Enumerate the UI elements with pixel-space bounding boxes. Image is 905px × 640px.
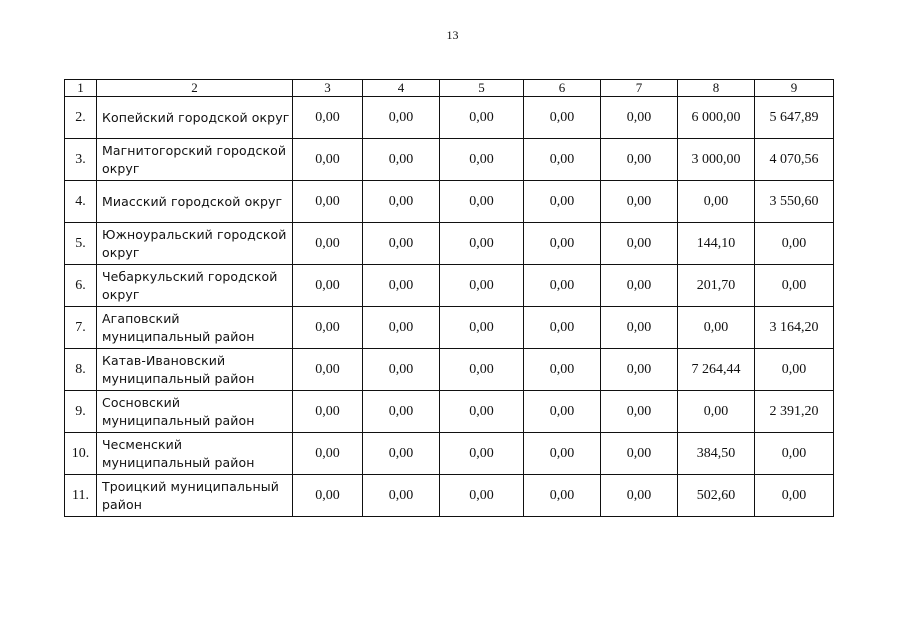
value-cell: 0,00: [293, 349, 363, 391]
value-cell: 0,00: [755, 433, 834, 475]
row-number-cell: 8.: [65, 349, 97, 391]
value-cell: 0,00: [440, 181, 524, 223]
value-cell: 0,00: [524, 97, 601, 139]
value-cell: 0,00: [363, 349, 440, 391]
value-cell: 144,10: [678, 223, 755, 265]
value-cell: 0,00: [524, 265, 601, 307]
row-number-cell: 3.: [65, 139, 97, 181]
value-cell: 0,00: [293, 265, 363, 307]
table-row: [65, 139, 834, 181]
row-number-cell: 2.: [65, 97, 97, 139]
value-cell: 0,00: [601, 433, 678, 475]
row-number-cell: 7.: [65, 307, 97, 349]
value-cell: 4 070,56: [755, 139, 834, 181]
value-cell: 0,00: [678, 181, 755, 223]
value-cell: 5 647,89: [755, 97, 834, 139]
municipality-name-cell: Чебаркульский городской округ: [97, 265, 293, 307]
value-cell: 0,00: [440, 97, 524, 139]
municipality-name-cell: Троицкий муниципальный район: [97, 475, 293, 517]
value-cell: 0,00: [363, 97, 440, 139]
value-cell: 0,00: [601, 475, 678, 517]
value-cell: 3 550,60: [755, 181, 834, 223]
value-cell: 0,00: [440, 223, 524, 265]
data-table: [64, 79, 834, 517]
column-header: 2: [97, 80, 293, 97]
value-cell: 0,00: [440, 475, 524, 517]
value-cell: 0,00: [524, 139, 601, 181]
municipality-name-cell: Катав-Ивановский муниципальный район: [97, 349, 293, 391]
column-header: 3: [293, 80, 363, 97]
value-cell: 0,00: [601, 97, 678, 139]
row-number-cell: 9.: [65, 391, 97, 433]
value-cell: 2 391,20: [755, 391, 834, 433]
value-cell: 0,00: [678, 307, 755, 349]
table-row: [65, 265, 834, 307]
value-cell: 3 000,00: [678, 139, 755, 181]
value-cell: 0,00: [755, 349, 834, 391]
value-cell: 0,00: [601, 181, 678, 223]
municipality-name-cell: Чесменский муниципальный район: [97, 433, 293, 475]
value-cell: 0,00: [524, 475, 601, 517]
value-cell: 0,00: [363, 391, 440, 433]
value-cell: 0,00: [293, 433, 363, 475]
table-row: [65, 391, 834, 433]
value-cell: 0,00: [440, 433, 524, 475]
page-number: 13: [446, 28, 459, 42]
value-cell: 0,00: [440, 391, 524, 433]
value-cell: 0,00: [524, 349, 601, 391]
table-row: [65, 307, 834, 349]
value-cell: 0,00: [755, 475, 834, 517]
value-cell: 0,00: [601, 139, 678, 181]
table-row: [65, 475, 834, 517]
value-cell: 0,00: [293, 139, 363, 181]
value-cell: 0,00: [293, 475, 363, 517]
column-header: 6: [524, 80, 601, 97]
value-cell: 0,00: [524, 307, 601, 349]
municipality-name-cell: Агаповский муниципальный район: [97, 307, 293, 349]
municipality-name-cell: Копейский городской округ: [97, 97, 293, 139]
value-cell: 7 264,44: [678, 349, 755, 391]
value-cell: 0,00: [440, 349, 524, 391]
value-cell: 0,00: [440, 307, 524, 349]
row-number-cell: 4.: [65, 181, 97, 223]
municipality-name-cell: Магнитогорский городской округ: [97, 139, 293, 181]
value-cell: 0,00: [755, 223, 834, 265]
value-cell: 0,00: [601, 349, 678, 391]
row-number-cell: 5.: [65, 223, 97, 265]
row-number-cell: 11.: [65, 475, 97, 517]
table-row: [65, 349, 834, 391]
table-header-row: [65, 80, 834, 97]
value-cell: 0,00: [601, 307, 678, 349]
column-header: 1: [65, 80, 97, 97]
table-row: [65, 433, 834, 475]
value-cell: 6 000,00: [678, 97, 755, 139]
table-row: [65, 181, 834, 223]
value-cell: 0,00: [293, 391, 363, 433]
value-cell: 502,60: [678, 475, 755, 517]
value-cell: 0,00: [524, 223, 601, 265]
value-cell: 0,00: [363, 307, 440, 349]
value-cell: 0,00: [363, 475, 440, 517]
column-header: 5: [440, 80, 524, 97]
column-header: 9: [755, 80, 834, 97]
value-cell: 0,00: [524, 391, 601, 433]
value-cell: 0,00: [524, 433, 601, 475]
value-cell: 3 164,20: [755, 307, 834, 349]
value-cell: 0,00: [363, 139, 440, 181]
value-cell: 0,00: [363, 433, 440, 475]
municipality-name-cell: Южноуральский городской округ: [97, 223, 293, 265]
row-number-cell: 10.: [65, 433, 97, 475]
value-cell: 0,00: [755, 265, 834, 307]
value-cell: 384,50: [678, 433, 755, 475]
value-cell: 0,00: [293, 97, 363, 139]
value-cell: 0,00: [440, 265, 524, 307]
municipality-name-cell: Сосновский муниципальный район: [97, 391, 293, 433]
value-cell: 0,00: [363, 181, 440, 223]
value-cell: 0,00: [601, 391, 678, 433]
row-number-cell: 6.: [65, 265, 97, 307]
table-row: [65, 97, 834, 139]
column-header: 7: [601, 80, 678, 97]
value-cell: 0,00: [363, 223, 440, 265]
municipality-name-cell: Миасский городской округ: [97, 181, 293, 223]
value-cell: 0,00: [293, 223, 363, 265]
table-row: [65, 223, 834, 265]
value-cell: 0,00: [293, 181, 363, 223]
value-cell: 0,00: [524, 181, 601, 223]
column-header: 4: [363, 80, 440, 97]
value-cell: 0,00: [440, 139, 524, 181]
value-cell: 0,00: [363, 265, 440, 307]
value-cell: 0,00: [601, 265, 678, 307]
value-cell: 0,00: [601, 223, 678, 265]
value-cell: 0,00: [678, 391, 755, 433]
value-cell: 201,70: [678, 265, 755, 307]
column-header: 8: [678, 80, 755, 97]
value-cell: 0,00: [293, 307, 363, 349]
